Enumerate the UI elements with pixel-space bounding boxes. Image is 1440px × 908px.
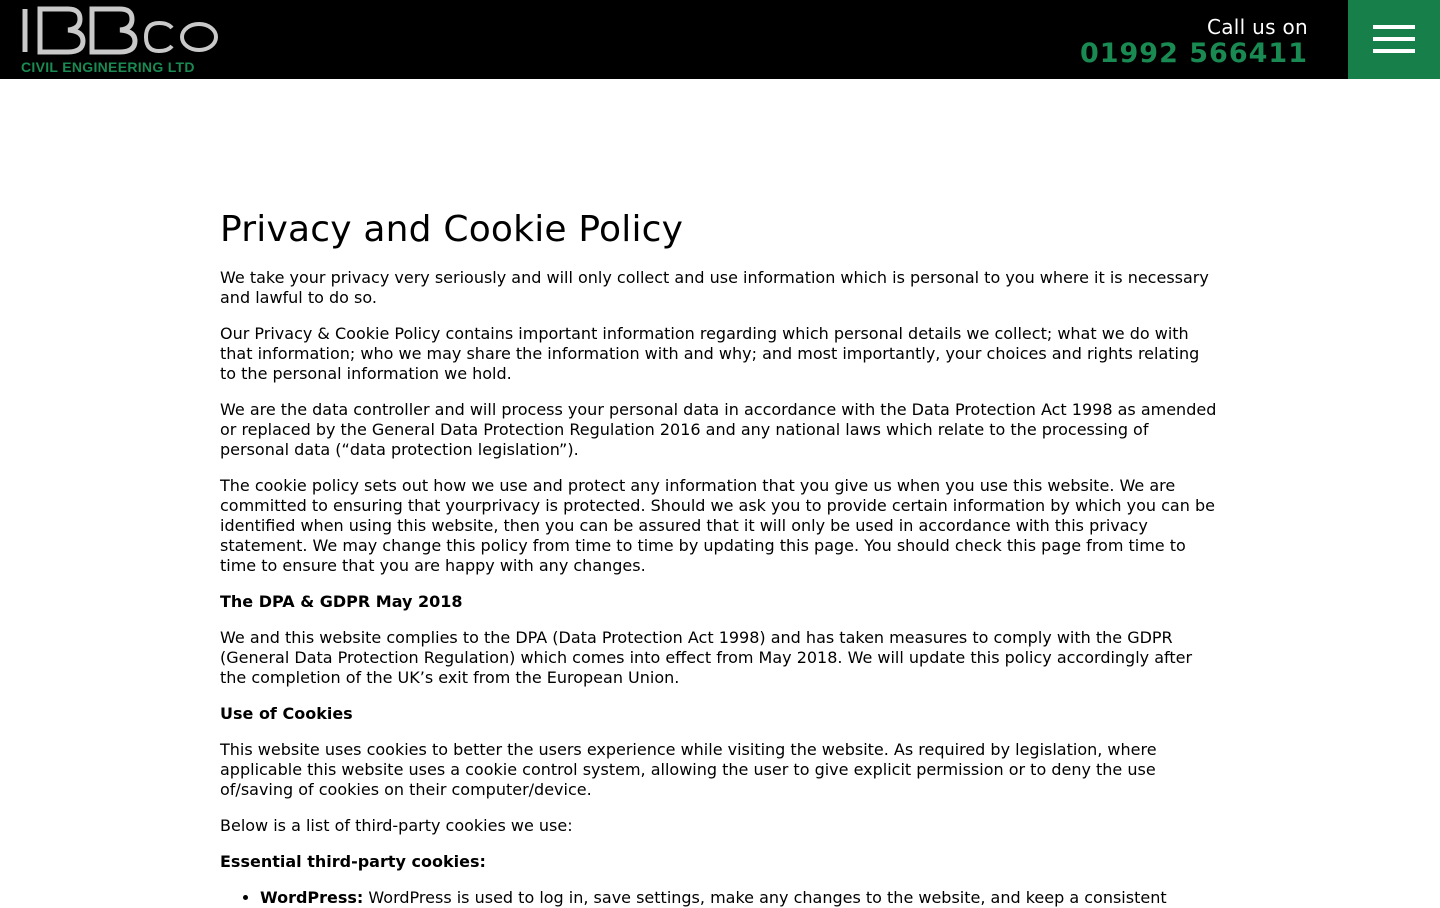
- dpa-gdpr-heading: The DPA & GDPR May 2018: [220, 592, 463, 611]
- call-us-label: Call us on: [1206, 15, 1308, 39]
- logo-graphic: [20, 6, 220, 74]
- essential-cookies-heading: Essential third-party cookies:: [220, 852, 486, 871]
- use-of-cookies-heading: Use of Cookies: [220, 704, 353, 723]
- main-content: [220, 207, 1220, 908]
- call-us-block: [1080, 14, 1308, 68]
- dpa-gdpr-paragraph: We and this website complies to the DPA (Data Protection Act 1998) and has taken measures to comply with the GDPR (General Data Protection Regulation) which comes into effect from May 2018. We will update this policy accordingly after the completion of the UK’s exit from the European Union.: [220, 628, 1193, 687]
- logo-subtitle: CIVIL ENGINEERING LTD: [21, 59, 195, 74]
- site-header: [0, 0, 1440, 79]
- list-item: [260, 888, 1220, 908]
- cookie-name: WordPress:: [260, 888, 364, 907]
- company-logo[interactable]: [20, 6, 220, 74]
- policy-overview-paragraph: Our Privacy & Cookie Policy contains important information regarding which personal details we collect; what we do with that information; who we may share the information with and why; and most importantly, your choices and rights relating to the personal information we hold.: [220, 324, 1200, 383]
- cookie-policy-paragraph: The cookie policy sets out how we use and protect any information that you give us when you use this website. We are committed to ensuring that yourprivacy is protected. Should we ask you to provide certain information by which you can be identified when using this website, then you can be assured that it will only be used in accordance with this privacy statement. We may change this policy from time to time by updating this page. You should check this page from time to time to ensure that you are happy with any changes.: [220, 476, 1215, 575]
- hamburger-bar: [1373, 37, 1415, 41]
- intro-paragraph: We take your privacy very seriously and will only collect and use information which is personal to you where it is necessary and lawful to do so.: [220, 268, 1209, 307]
- data-controller-paragraph: We are the data controller and will process your personal data in accordance with the Data Protection Act 1998 as amended or replaced by the General Data Protection Regulation 2016 and any national laws which relate to the processing of personal data (“data protection legislation”).: [220, 400, 1217, 459]
- use-of-cookies-paragraph: This website uses cookies to better the users experience while visiting the website. As required by legislation, where applicable this website uses a cookie control system, allowing the user to give explicit permission or to deny the use of/saving of cookies on their computer/device.: [220, 740, 1157, 799]
- hamburger-menu-icon: [1373, 25, 1415, 29]
- cookie-description: WordPress is used to log in, save settings, make any changes to the website, and keep a consistent: [363, 888, 1167, 907]
- cookie-list: [260, 888, 1220, 908]
- page-title: Privacy and Cookie Policy: [220, 209, 684, 250]
- third-party-intro: Below is a list of third-party cookies we use:: [220, 816, 573, 835]
- phone-number-link[interactable]: 01992 566411: [1079, 38, 1308, 69]
- menu-button[interactable]: [1348, 0, 1440, 79]
- hamburger-bar: [1373, 49, 1415, 53]
